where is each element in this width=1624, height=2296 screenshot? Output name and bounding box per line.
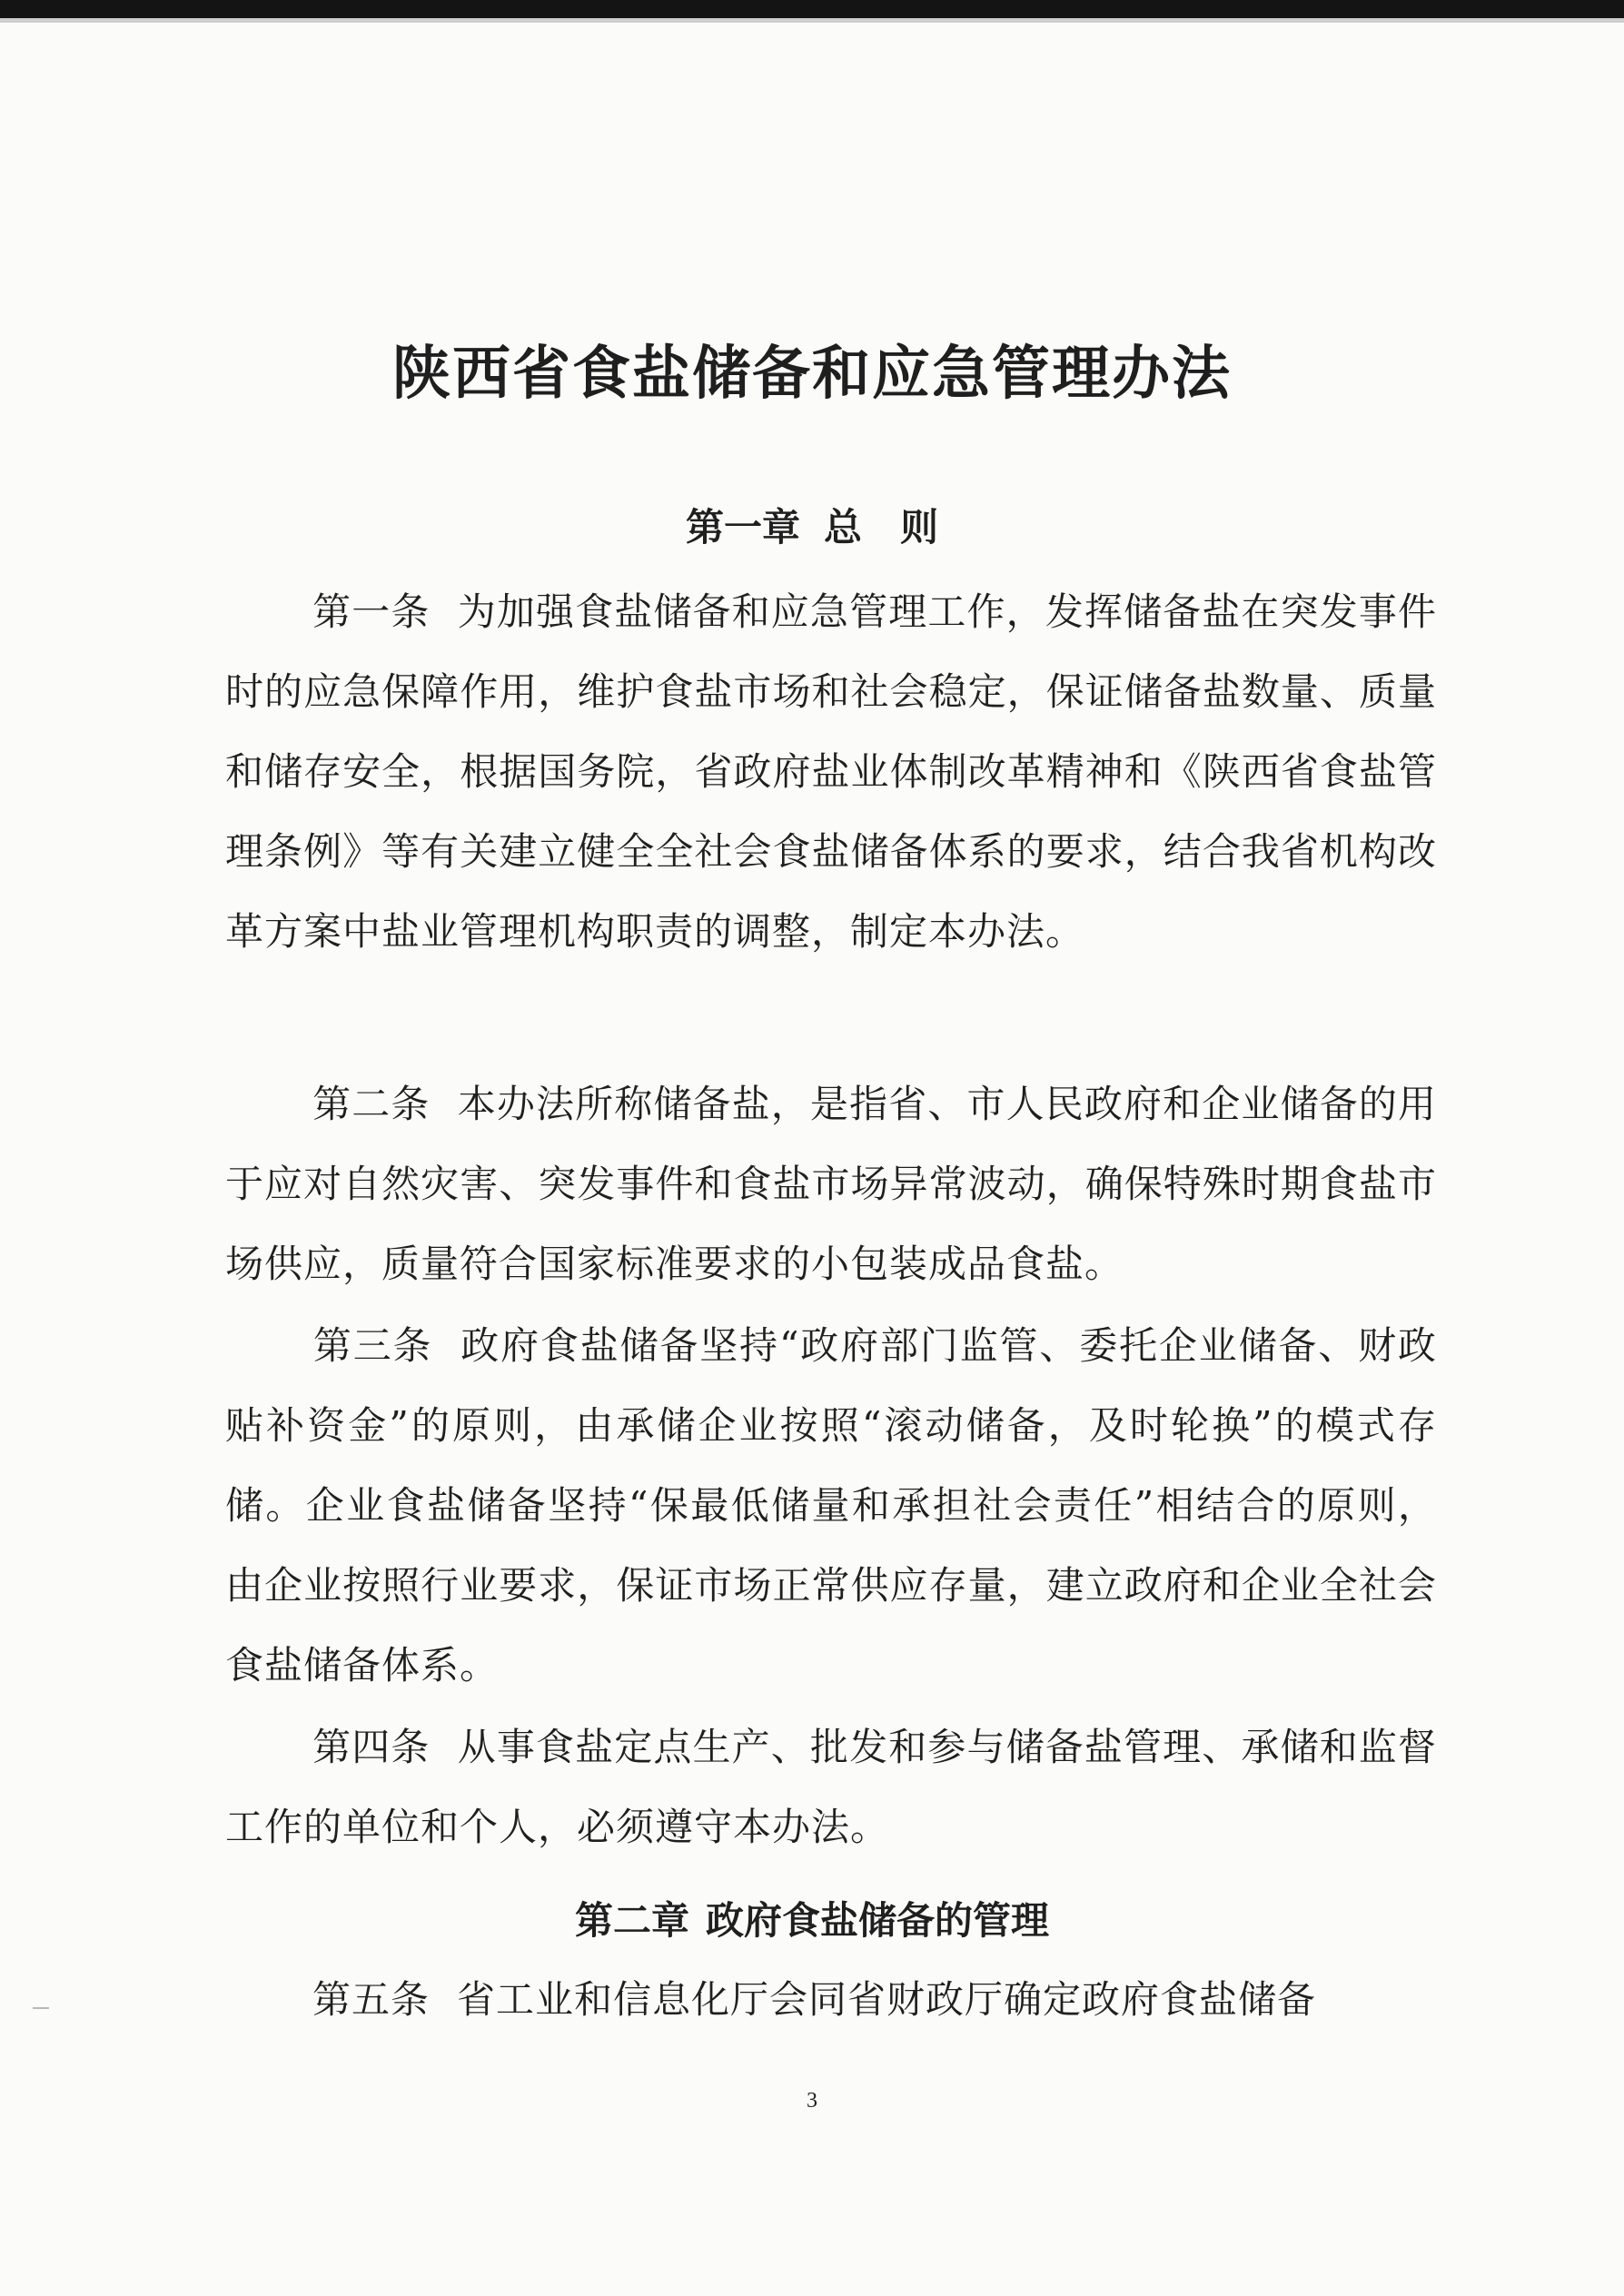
page-number: 3 [807,2089,817,2113]
chapter-2-name: 政府食盐储备的管理 [706,1898,1050,1943]
chapter-1-name: 总 则 [824,505,939,549]
article-2 [225,1064,1437,1304]
article-4 [225,1707,1437,1867]
scan-top-edge [0,0,1624,18]
chapter-2-number: 第二章 [574,1898,689,1943]
article-1-number: 第一条 [312,589,431,634]
article-1-text: 为加强食盐储备和应急管理工作，发挥储备盐在突发事件时的应急保障作用，维护食盐市场和社会稳定，保证储备盐数量、质量和储存安全，根据国务院，省政府盐业体制改革精神和《陕西省食盐管理条例》等有关建立健全全社会食盐储备体系的要求，结合我省机构改革方案中盐业管理机构职责的调整，制定本办法。 [225,589,1437,954]
scan-margin-mark [33,2007,49,2009]
article-2-text: 本办法所称储备盐，是指省、市人民政府和企业储备的用于应对自然灾害、突发事件和食盐市场异常波动，确保特殊时期食盐市场供应，质量符合国家标准要求的小包装成品食盐。 [225,1082,1437,1286]
article-5-text: 省工业和信息化厅会同省财政厅确定政府食盐储备 [457,1977,1317,2022]
article-1 [225,572,1437,972]
article-3-text: 政府食盐储备坚持“政府部门监管、委托企业储备、财政贴补资金”的原则，由承储企业按照“滚动储备，及时轮换”的模式存储。企业食盐储备坚持“保最低储量和承担社会责任”相结合的原则，由企业按照行业要求，保证市场正常供应存量，建立政府和企业全社会食盐储备体系。 [225,1323,1437,1687]
chapter-1-number: 第一章 [685,505,800,549]
document-title: 陕西省食盐储备和应急管理办法 [392,341,1232,408]
article-4-number: 第四条 [312,1725,431,1769]
article-2-number: 第二条 [312,1082,431,1126]
chapter-1-heading [0,498,1624,552]
article-5 [225,1960,1437,2040]
article-3-number: 第三条 [312,1323,433,1368]
article-5-number: 第五条 [312,1977,431,2022]
scan-top-shadow [0,18,1624,23]
article-4-text: 从事食盐定点生产、批发和参与储备盐管理、承储和监督工作的单位和个人，必须遵守本办法。 [225,1725,1437,1849]
chapter-2-heading [0,1891,1624,1945]
article-3 [225,1306,1437,1706]
